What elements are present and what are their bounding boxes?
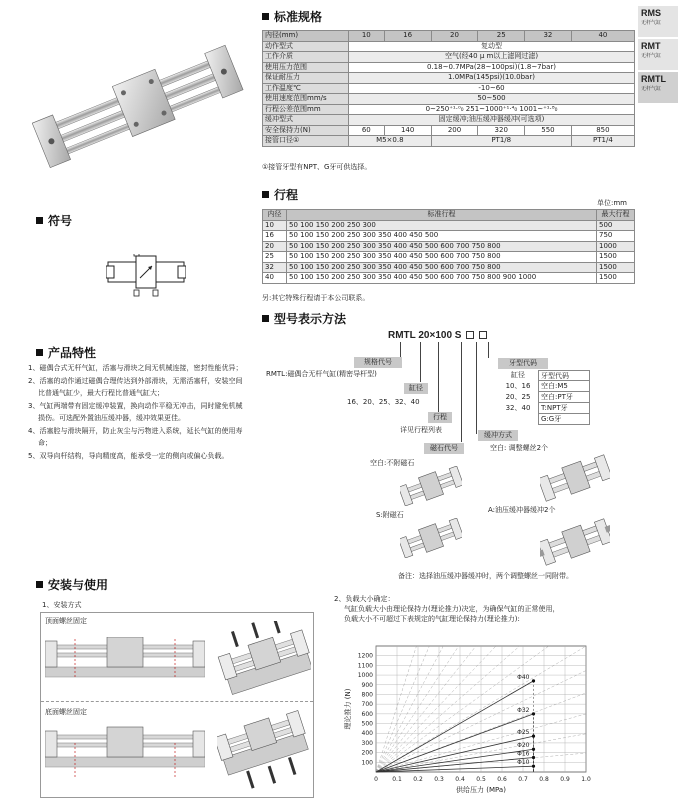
spec-port-row bbox=[263, 136, 635, 147]
thread-code: G:G牙 bbox=[538, 414, 590, 425]
spec-row bbox=[263, 83, 635, 94]
spec-header-cell: 25 bbox=[478, 31, 525, 42]
option-box bbox=[479, 331, 487, 339]
model-box-cushion-text-b: A:油压缓冲器缓冲2个 bbox=[488, 506, 556, 514]
stroke-row bbox=[263, 241, 635, 252]
y-tick-label: 100 bbox=[361, 759, 373, 767]
spec-row-label: 动作型式 bbox=[263, 41, 349, 52]
heading-marker bbox=[36, 217, 43, 224]
stroke-max: 1000 bbox=[597, 241, 635, 252]
stroke-row bbox=[263, 220, 635, 231]
stroke-values: 50 100 150 200 250 300 350 400 450 500 bbox=[287, 231, 597, 242]
heading-marker bbox=[262, 315, 269, 322]
model-box-bore: 缸径 bbox=[404, 383, 428, 394]
spec-force-cell: 550 bbox=[525, 125, 572, 136]
thread-row bbox=[498, 370, 590, 381]
connector-line bbox=[476, 342, 477, 434]
y-tick-label: 300 bbox=[361, 739, 373, 747]
spec-header-cell: 32 bbox=[525, 31, 572, 42]
model-box-magnet-text-b: S:附磁石 bbox=[376, 511, 404, 519]
thread-bore: 10、16 bbox=[505, 382, 531, 390]
spec-force-cell: 320 bbox=[478, 125, 525, 136]
install-panel bbox=[40, 612, 314, 798]
series-point bbox=[532, 712, 535, 715]
spec-force-row bbox=[263, 125, 635, 136]
spec-header-cell: 内径(mm) bbox=[263, 31, 349, 42]
stroke-max: 1500 bbox=[597, 273, 635, 284]
x-tick-label: 0.1 bbox=[392, 776, 402, 783]
side-tab-desc: 无杆气缸 bbox=[641, 86, 662, 92]
side-tab-code: RMS bbox=[641, 8, 661, 18]
x-tick-label: 0.8 bbox=[539, 776, 549, 783]
connector-line bbox=[488, 342, 489, 358]
y-tick-label: 500 bbox=[361, 720, 373, 728]
side-tab-rms[interactable] bbox=[638, 6, 678, 38]
spec-table bbox=[262, 30, 635, 147]
stroke-max: 500 bbox=[597, 220, 635, 231]
series-point bbox=[532, 679, 535, 682]
model-box-magnet-text-a: 空白:不附磁石 bbox=[370, 459, 415, 467]
heading-marker bbox=[36, 581, 43, 588]
spec-row-label: 行程公差范围mm bbox=[263, 104, 349, 115]
series-label: Φ25 bbox=[517, 729, 530, 737]
heading-marker bbox=[262, 13, 269, 20]
option-box bbox=[466, 331, 474, 339]
stroke-header-row bbox=[263, 210, 635, 221]
series-point bbox=[532, 756, 535, 759]
thread-bore: 20、25 bbox=[505, 393, 531, 401]
install-divider bbox=[41, 701, 313, 702]
x-tick-label: 0 bbox=[374, 776, 378, 783]
y-tick-label: 400 bbox=[361, 730, 373, 738]
spec-row-label: 保证耐压力 bbox=[263, 73, 349, 84]
spec-row bbox=[263, 62, 635, 73]
stroke-heading bbox=[262, 186, 298, 203]
features-heading bbox=[36, 344, 96, 361]
side-tab-desc: 无杆气缸 bbox=[641, 20, 662, 26]
thread-row bbox=[498, 414, 590, 425]
thread-bore: 缸径 bbox=[511, 371, 525, 379]
model-heading bbox=[262, 310, 346, 327]
stroke-row bbox=[263, 273, 635, 284]
stroke-values: 50 100 150 200 250 300 350 400 450 500 600 700 750 800 bbox=[287, 262, 597, 273]
install-item2-title: 2、负载大小确定： bbox=[334, 595, 395, 603]
heading-marker bbox=[36, 349, 43, 356]
stroke-header-cell: 最大行程 bbox=[597, 210, 635, 221]
y-tick-label: 1100 bbox=[357, 662, 373, 670]
feature-item: 1、磁偶合式无杆气缸，活塞与滑块之间无机械连接，密封性能优异； bbox=[28, 364, 243, 372]
model-box-spec-text: RMTL:磁偶合无杆气缸(精密导杆型) bbox=[266, 370, 377, 378]
y-tick-label: 1000 bbox=[357, 672, 373, 680]
model-box-stroke-text: 详见行程列表 bbox=[400, 426, 442, 434]
spec-row bbox=[263, 73, 635, 84]
stroke-bore: 20 bbox=[263, 241, 287, 252]
thread-row bbox=[498, 381, 590, 392]
spec-row-label: 安全保持力(N) bbox=[263, 125, 349, 136]
cylinder-screw-illustration bbox=[540, 452, 610, 504]
spec-row-label: 工作介质 bbox=[263, 52, 349, 63]
spec-force-cell: 850 bbox=[571, 125, 634, 136]
cylinder-magnet-illustration bbox=[400, 518, 462, 558]
stroke-bore: 40 bbox=[263, 273, 287, 284]
x-axis-label: 供给压力 (MPa) bbox=[456, 786, 506, 794]
product-photo bbox=[32, 32, 244, 172]
model-code bbox=[388, 330, 487, 341]
stroke-table bbox=[262, 209, 635, 284]
x-tick-label: 0.4 bbox=[455, 776, 465, 783]
spec-row bbox=[263, 52, 635, 63]
side-tab-code: RMT bbox=[641, 41, 661, 51]
spec-row-label: 使用压力范围 bbox=[263, 62, 349, 73]
spec-force-cell: 200 bbox=[431, 125, 478, 136]
spec-row-label: 工作温度℃ bbox=[263, 83, 349, 94]
spec-header-row bbox=[263, 31, 635, 42]
thread-code: 牙型代码 bbox=[538, 370, 590, 381]
install-heading bbox=[36, 576, 108, 593]
model-box-magnet: 磁石代号 bbox=[424, 443, 464, 454]
stroke-bore: 32 bbox=[263, 262, 287, 273]
y-tick-label: 200 bbox=[361, 749, 373, 757]
spec-heading-text: 标准规格 bbox=[274, 10, 323, 24]
model-heading-text: 型号表示方法 bbox=[274, 312, 347, 326]
feature-item: 3、气缸两端带有固定缓冲装置，换向动作平稳无冲击，同时避免机械损伤。可选配外置油压缓冲器，缓冲效果更佳。 bbox=[28, 402, 243, 422]
series-point bbox=[532, 735, 535, 738]
connector-line bbox=[420, 342, 421, 382]
stroke-values: 50 100 150 200 250 300 350 400 450 500 600 700 750 800 900 1000 bbox=[287, 273, 597, 284]
spec-force-cell: 60 bbox=[349, 125, 385, 136]
stroke-heading-text: 行程 bbox=[274, 188, 299, 202]
connector-line bbox=[400, 342, 401, 358]
thread-code: 空白:PT牙 bbox=[538, 392, 590, 403]
feature-item: 2、活塞的动作通过磁偶合理传达到外部滑块，无需活塞杆，安装空间比普通气缸少，最大行程比普通气缸大； bbox=[28, 377, 243, 397]
force-chart bbox=[340, 628, 640, 798]
series-label: Φ32 bbox=[517, 706, 530, 714]
stroke-max: 1500 bbox=[597, 252, 635, 263]
thread-table bbox=[498, 370, 590, 425]
symbol-heading bbox=[36, 212, 72, 229]
series-label: Φ16 bbox=[517, 750, 530, 758]
install-heading-text: 安装与使用 bbox=[48, 578, 109, 592]
spec-heading bbox=[262, 8, 322, 25]
cylinder-symbol bbox=[106, 254, 186, 298]
side-tab-code: RMTL bbox=[641, 74, 666, 84]
spec-header-cell: 40 bbox=[571, 31, 634, 42]
install-item1: 1、安装方式 bbox=[42, 601, 82, 609]
spec-row-value: 复动型 bbox=[349, 41, 635, 52]
spec-row-value: 空气(经40 μ m以上滤网过滤) bbox=[349, 52, 635, 63]
side-tab-desc: 无杆气缸 bbox=[641, 53, 662, 59]
y-tick-label: 800 bbox=[361, 691, 373, 699]
stroke-values: 50 100 150 200 250 300 350 400 450 500 600 700 750 800 bbox=[287, 252, 597, 263]
model-box-cushion-text-a: 空白: 调整螺丝2个 bbox=[490, 444, 549, 452]
spec-row-label: 接管口径① bbox=[263, 136, 349, 147]
thread-bore bbox=[498, 414, 538, 425]
stroke-row bbox=[263, 231, 635, 242]
stroke-row bbox=[263, 262, 635, 273]
install-item2-text2: 负载大小不可超过下表规定的气缸理论保持力(理论推力): bbox=[344, 615, 520, 623]
stroke-bore: 10 bbox=[263, 220, 287, 231]
x-tick-label: 0.5 bbox=[476, 776, 486, 783]
cylinder-damper-illustration bbox=[540, 516, 610, 568]
thread-row bbox=[498, 403, 590, 414]
spec-row bbox=[263, 104, 635, 115]
spec-force-cell: 140 bbox=[384, 125, 431, 136]
series-label: Φ10 bbox=[517, 759, 530, 767]
features-heading-text: 产品特性 bbox=[48, 346, 97, 360]
stroke-bore: 16 bbox=[263, 231, 287, 242]
side-tab-rmtl[interactable] bbox=[638, 72, 678, 104]
spec-port-cell: PT1/4 bbox=[571, 136, 634, 147]
x-tick-label: 0.7 bbox=[518, 776, 528, 783]
series-label: Φ20 bbox=[517, 742, 530, 750]
stroke-max: 1500 bbox=[597, 262, 635, 273]
spec-row bbox=[263, 115, 635, 126]
bottom-mount-photo bbox=[217, 709, 311, 795]
spec-port-cell: PT1/8 bbox=[431, 136, 571, 147]
install-top-label: 顶面螺丝固定 bbox=[45, 617, 87, 625]
spec-row-label: 使用速度范围mm/s bbox=[263, 94, 349, 105]
bottom-mount-drawing bbox=[45, 723, 205, 779]
connector-line bbox=[438, 342, 439, 412]
spec-row bbox=[263, 94, 635, 105]
stroke-bore: 25 bbox=[263, 252, 287, 263]
spec-row bbox=[263, 41, 635, 52]
x-tick-label: 1.0 bbox=[581, 776, 591, 783]
y-tick-label: 700 bbox=[361, 701, 373, 709]
model-remark: 备注：选择油压缓冲器缓冲时，两个调整螺丝一同附带。 bbox=[398, 572, 573, 580]
connector-line bbox=[461, 342, 462, 442]
series-point bbox=[532, 748, 535, 751]
spec-row-label: 缓冲型式 bbox=[263, 115, 349, 126]
stroke-row bbox=[263, 252, 635, 263]
spec-row-value: 0.18~0.7MPa(28~100psi)(1.8~7bar) bbox=[349, 62, 635, 73]
stroke-header-cell: 标准行程 bbox=[287, 210, 597, 221]
heading-marker bbox=[262, 191, 269, 198]
y-tick-label: 900 bbox=[361, 681, 373, 689]
spec-row-value: 0~250⁺¹·⁰₀ 251~1000⁺¹·⁴₀ 1001~⁺¹·⁸₀ bbox=[349, 104, 635, 115]
install-bottom-label: 底面螺丝固定 bbox=[45, 708, 87, 716]
model-box-thread: 牙型代码 bbox=[498, 358, 548, 369]
y-tick-label: 600 bbox=[361, 710, 373, 718]
stroke-note: 另:其它特殊行程请于本公司联系。 bbox=[262, 294, 370, 302]
spec-footnote: ①接管牙型有NPT、G牙可供选择。 bbox=[262, 163, 372, 171]
series-point bbox=[532, 765, 535, 768]
x-tick-label: 0.3 bbox=[434, 776, 444, 783]
model-box-stroke: 行程 bbox=[428, 412, 452, 423]
model-box-bore-text: 16、20、25、32、40 bbox=[347, 398, 420, 406]
spec-header-cell: 10 bbox=[349, 31, 385, 42]
stroke-values: 50 100 150 200 250 300 bbox=[287, 220, 597, 231]
stroke-header-cell: 内径 bbox=[263, 210, 287, 221]
thread-row bbox=[498, 392, 590, 403]
thread-code: 空白:M5 bbox=[538, 381, 590, 392]
x-tick-label: 0.2 bbox=[413, 776, 423, 783]
stroke-values: 50 100 150 200 250 300 350 400 450 500 600 700 750 800 bbox=[287, 241, 597, 252]
spec-row-value: 50~500 bbox=[349, 94, 635, 105]
model-code-text: RMTL 20×100 S bbox=[388, 330, 462, 341]
spec-port-cell: M5×0.8 bbox=[349, 136, 432, 147]
y-tick-label: 1200 bbox=[357, 652, 373, 660]
spec-row-value: 1.0MPa(145psi)(10.0bar) bbox=[349, 73, 635, 84]
stroke-max: 750 bbox=[597, 231, 635, 242]
side-tab-rmt[interactable] bbox=[638, 39, 678, 71]
install-item2-text1: 气缸负载大小由理论保持力(理论推力)决定，为确保气缸的正常使用， bbox=[344, 605, 560, 613]
spec-header-cell: 16 bbox=[384, 31, 431, 42]
features-list bbox=[28, 362, 248, 463]
x-tick-label: 0.6 bbox=[497, 776, 507, 783]
spec-row-value: 固定缓冲;油压缓冲器缓冲(可选项) bbox=[349, 115, 635, 126]
top-mount-drawing bbox=[45, 637, 205, 687]
top-mount-photo bbox=[217, 621, 311, 697]
series-label: Φ40 bbox=[517, 673, 530, 681]
stroke-unit: 单位:mm bbox=[597, 199, 627, 207]
thread-code: T:NPT牙 bbox=[538, 403, 590, 414]
model-box-cushion: 缓冲方式 bbox=[478, 430, 518, 441]
x-tick-label: 0.9 bbox=[560, 776, 570, 783]
spec-header-cell: 20 bbox=[431, 31, 478, 42]
symbol-heading-text: 符号 bbox=[48, 214, 73, 228]
spec-row-value: -10~60 bbox=[349, 83, 635, 94]
model-box-spec: 规格代号 bbox=[354, 357, 402, 368]
feature-item: 5、双导向杆结构，导向精度高，能承受一定的侧向或偏心负载。 bbox=[28, 452, 229, 460]
y-axis-label: 理论推力 (N) bbox=[344, 688, 352, 730]
thread-bore: 32、40 bbox=[505, 404, 531, 412]
feature-item: 4、活塞腔与滑块隔开，防止灰尘与污物进入系统，延长气缸的使用寿命； bbox=[28, 427, 243, 447]
cylinder-no-magnet-illustration bbox=[400, 466, 462, 506]
